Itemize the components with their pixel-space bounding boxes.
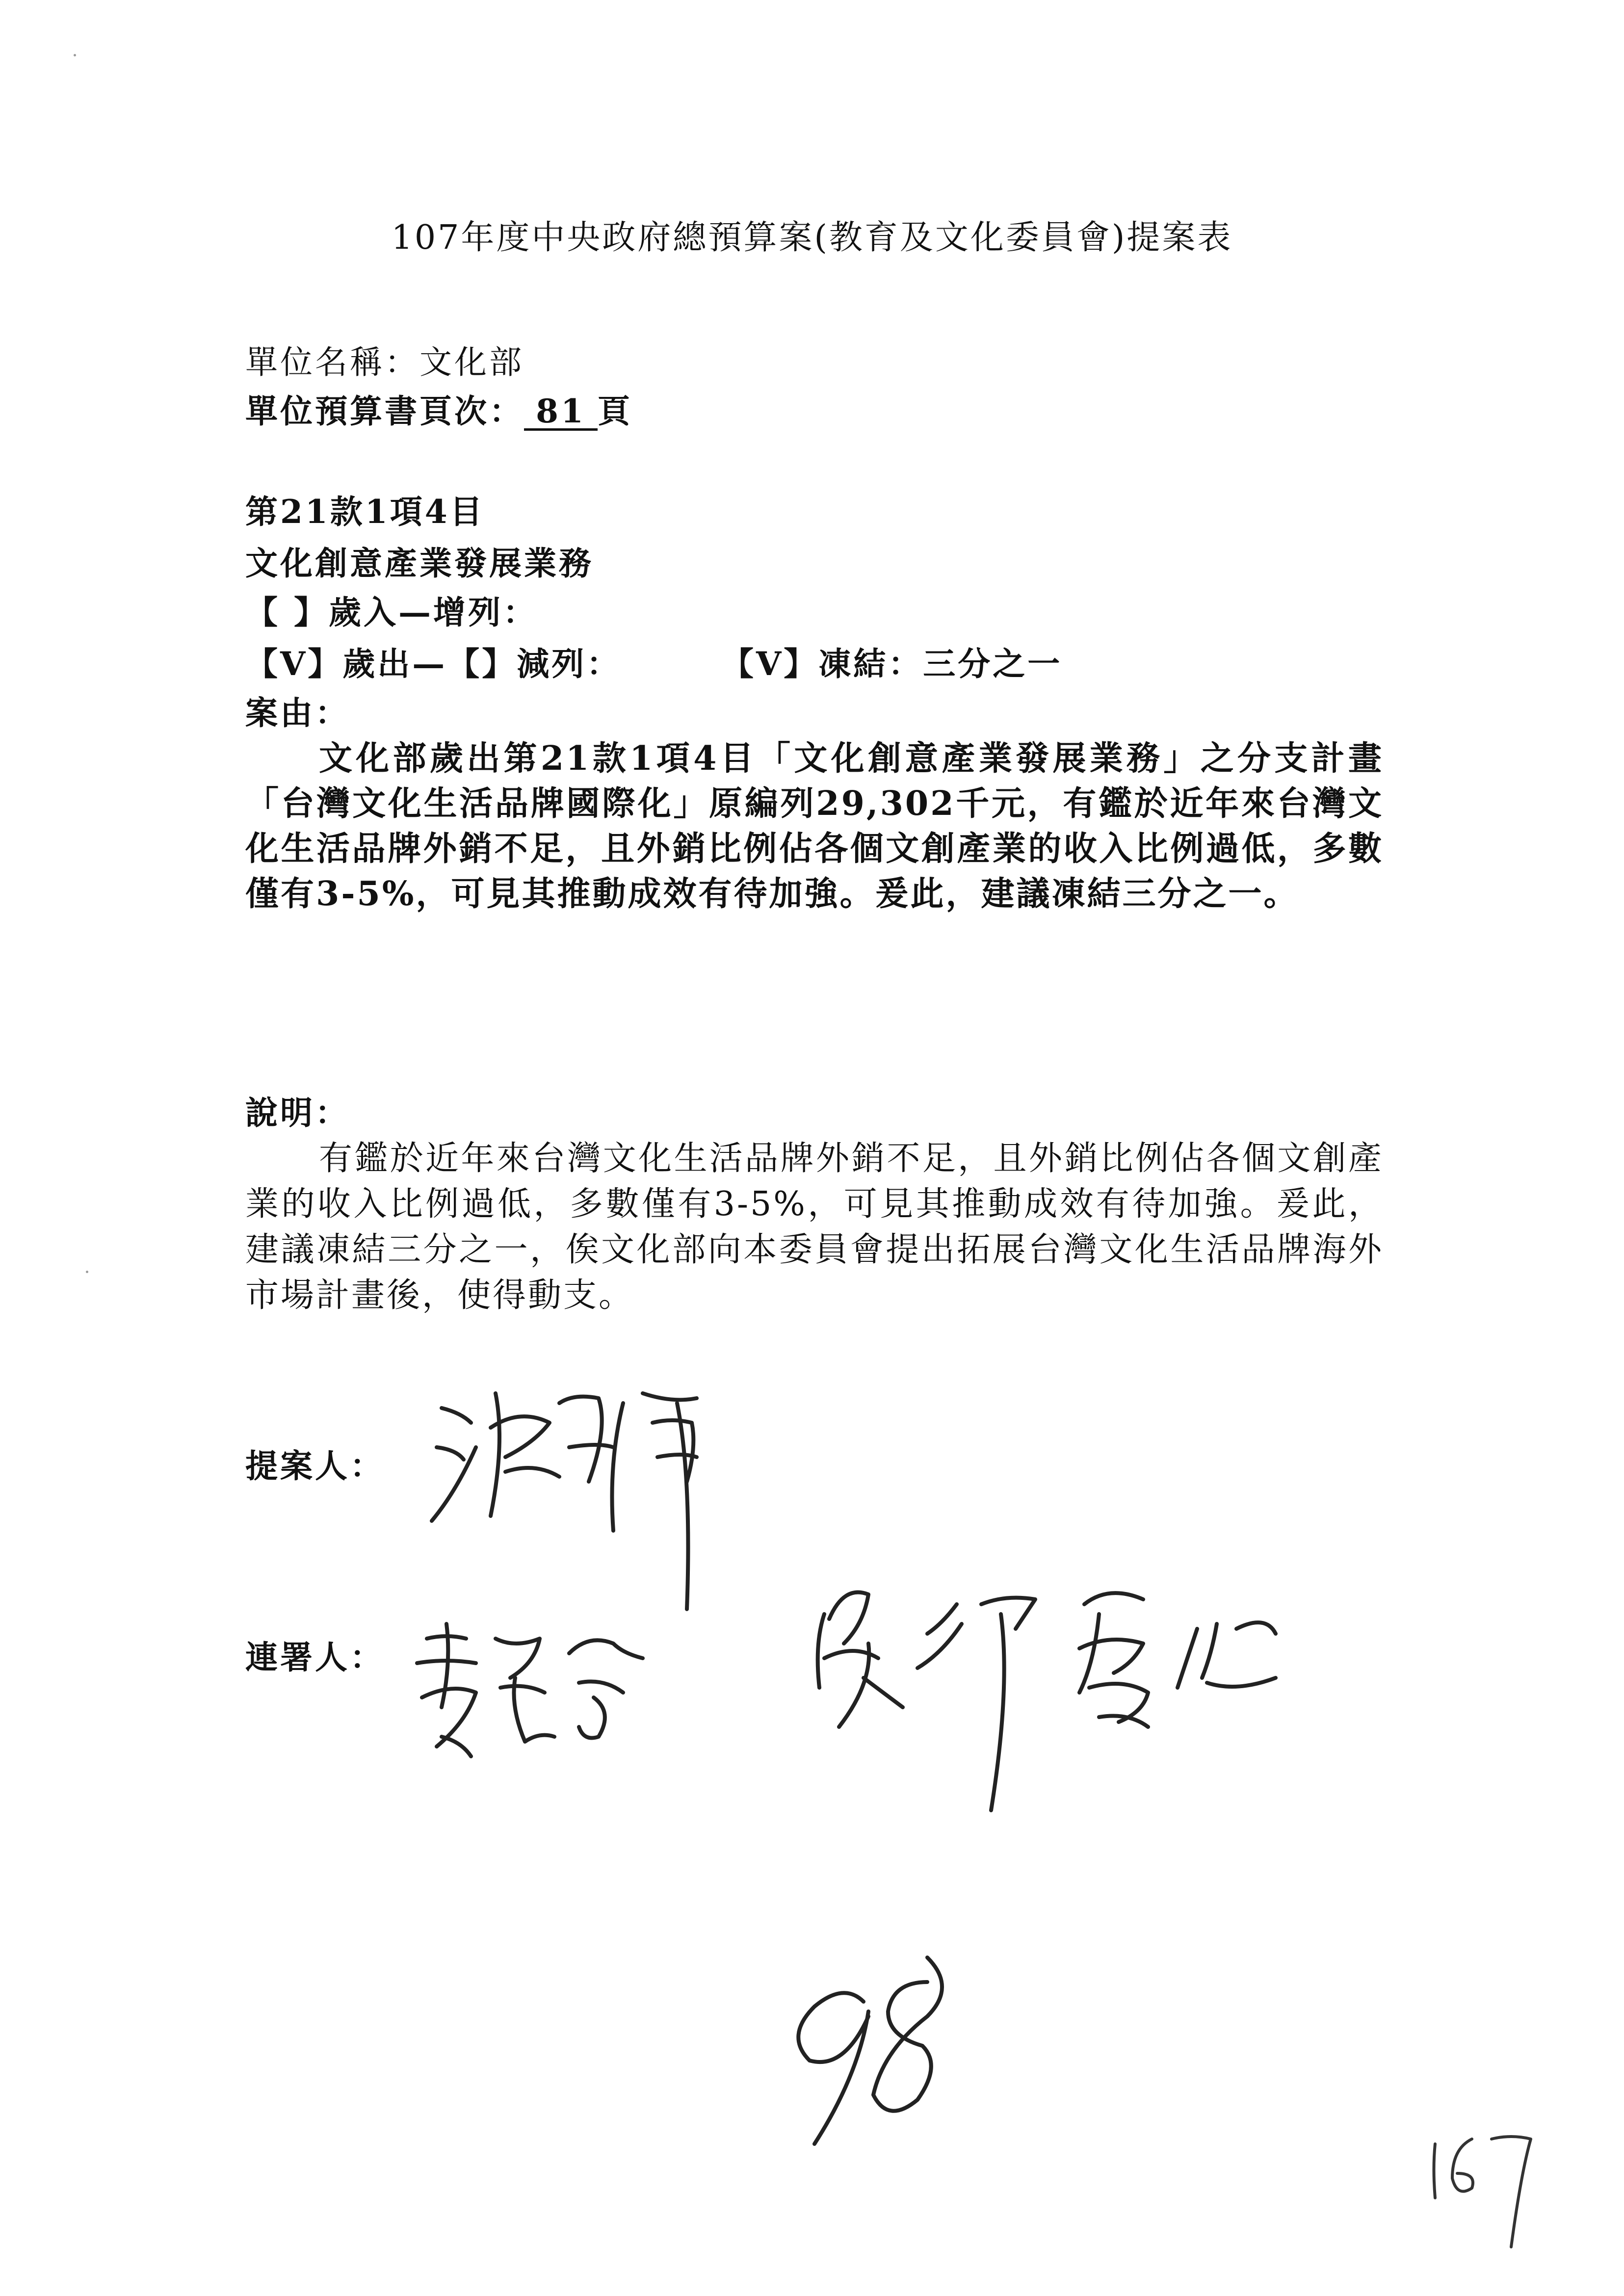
item-name: 文化創意產業發展業務	[245, 544, 594, 582]
proposer-label: 提案人：	[245, 1447, 385, 1485]
option-expenditure: 【V】歲出—【】減列：	[245, 645, 622, 683]
unit-page-number: 81	[524, 394, 598, 431]
explanation-text: 有鑑於近年來台灣文化生活品牌外銷不足，且外銷比例佔各個文創產業的收入比例過低，多數僅有3-5%，可見其推動成效有待加強。爰此，建議凍結三分之一，俟文化部向本委員會提出拓展台灣文化生活品牌海外市場計畫後，使得動支。	[245, 1139, 1384, 1315]
option-freeze: 【V】凍結：三分之一	[721, 645, 1063, 683]
item-code: 第21款1項4目	[245, 493, 485, 531]
explanation-label: 說明：	[245, 1094, 350, 1132]
proposal-text: 文化部歲出第21款1項4目「文化創意產業發展業務」之分支計畫「台灣文化生活品牌國際化」原編列29,302千元，有鑑於近年來台灣文化生活品牌外銷不足，且外銷比例佔各個文創產業的收入比例過低，多數僅有3-5%，可見其推動成效有待加強。爰此，建議凍結三分之一。	[245, 739, 1384, 913]
unit-page-suffix: 頁	[598, 392, 632, 430]
unit-name-label: 單位名稱：	[245, 343, 419, 381]
unit-page-row	[245, 385, 632, 432]
scan-speck	[86, 1271, 88, 1273]
page-title: 107年度中央政府總預算案(教育及文化委員會)提案表	[391, 218, 1233, 257]
corner-page-number	[1423, 2119, 1550, 2267]
option-revenue: 【 】歲入—增列：	[245, 593, 538, 631]
unit-page-label: 單位預算書頁次：	[245, 392, 524, 430]
proposer-signature	[422, 1374, 765, 1619]
cosigner-signature-2	[795, 1560, 1335, 1835]
unit-name-row	[245, 336, 524, 383]
proposal-label: 案由：	[245, 694, 350, 732]
cosigner-signature-1	[407, 1609, 702, 1786]
unit-name-value: 文化部	[419, 343, 524, 381]
scan-speck	[74, 54, 76, 56]
handwritten-page-number	[765, 1953, 971, 2159]
cosigner-label: 連署人：	[245, 1638, 385, 1676]
